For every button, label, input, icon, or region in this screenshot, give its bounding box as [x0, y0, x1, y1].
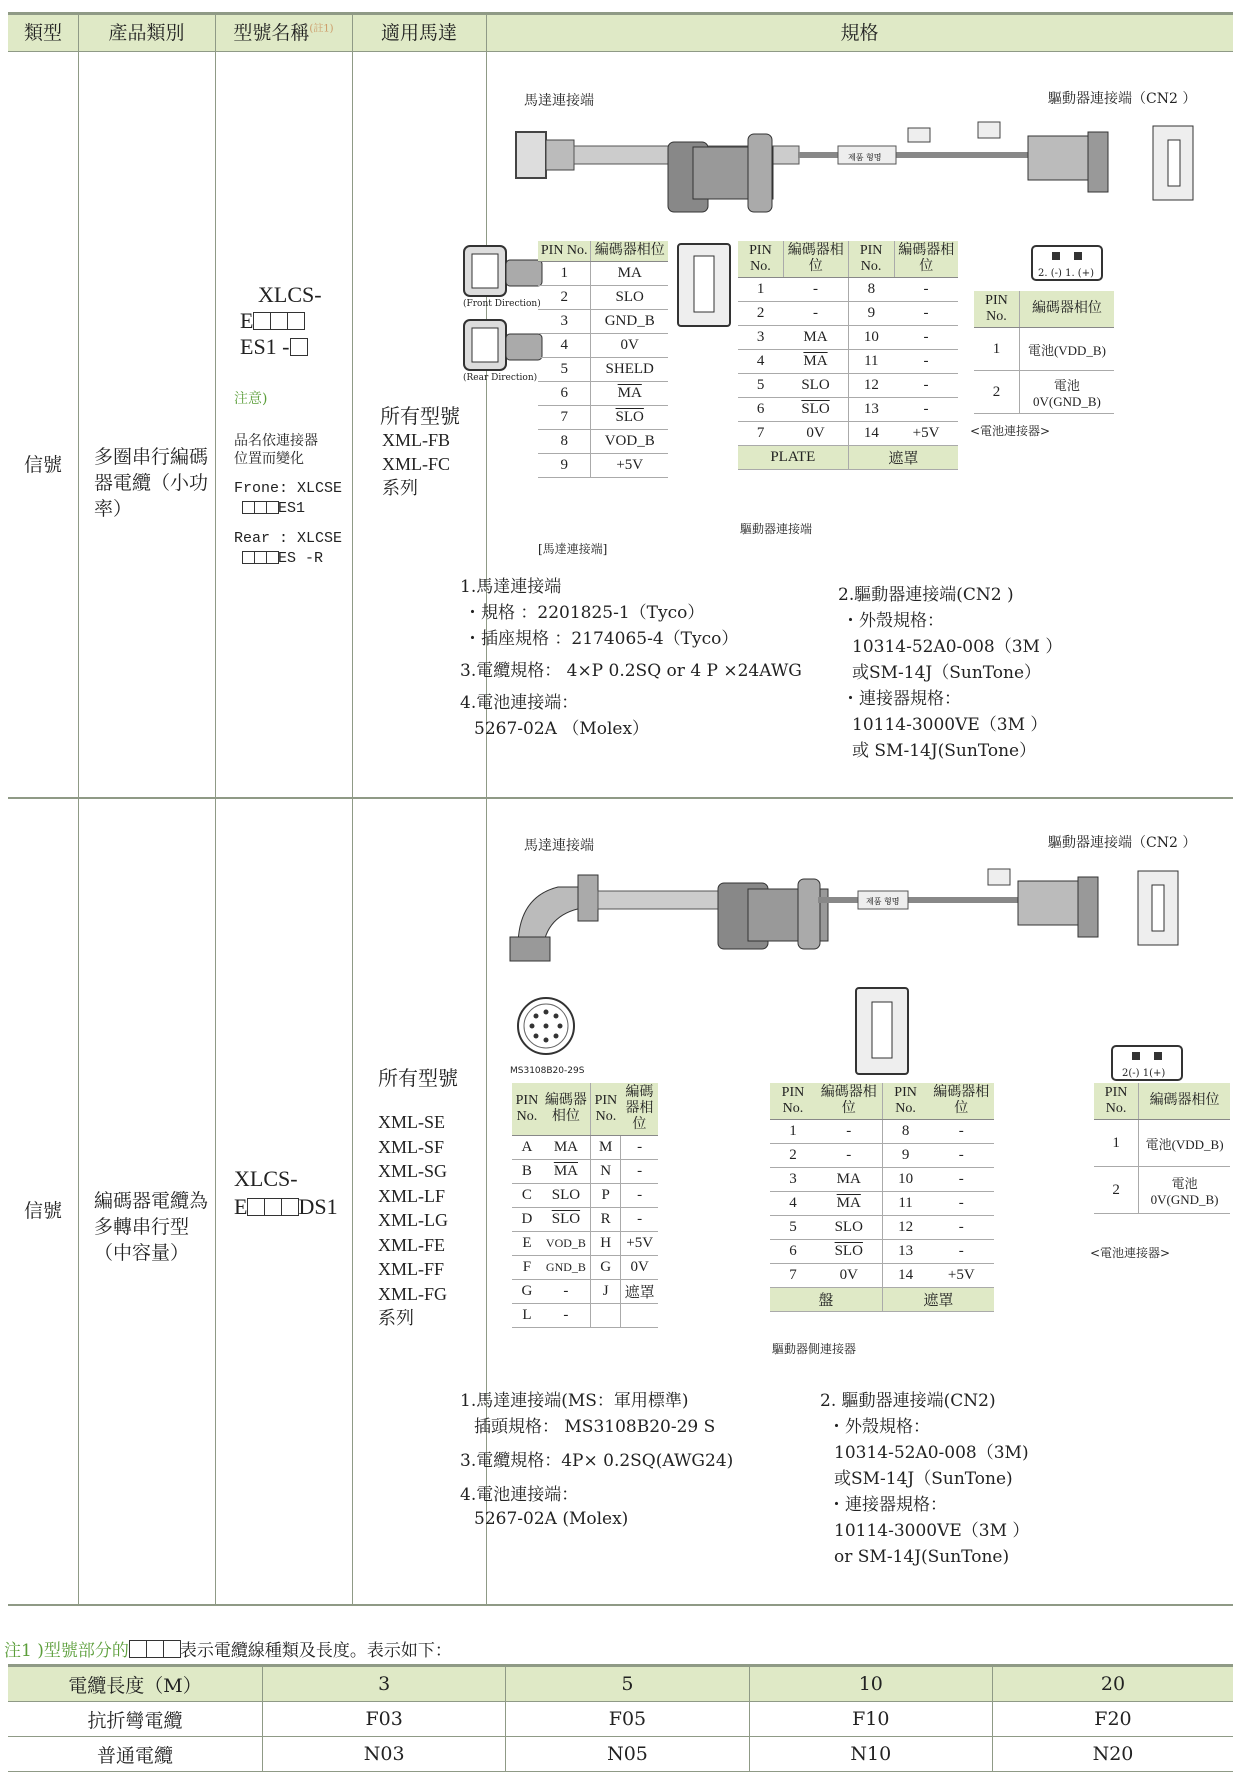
- table-row: A MA M -: [512, 1136, 658, 1160]
- table-row: 2 SLO: [538, 286, 668, 310]
- row1-motor-pin-table: PIN No. 編碼器相位 1 MA 2 SLO 3 GND_B 4 0V 5 SHELD 6 $\overline{MA}$ 7 $\overline{SLO}$ 8 VOD_B 9 +5V: [538, 241, 668, 478]
- footnote: 注1 )型號部分的 表示電纜線種類及長度。表示如下：: [4, 1641, 452, 1661]
- table-row: 7 0V 14 +5V: [738, 422, 958, 446]
- row1-battery-caption: <電池連接器>: [970, 424, 1051, 438]
- table-row: 盤 遮罩: [770, 1288, 994, 1312]
- row1-motor-end-label: 馬達連接端: [524, 93, 594, 109]
- row1-rear-dir: (Rear Direction): [463, 373, 538, 383]
- row2-driver-pin-table: PIN No. 編碼器相位 PIN No. 編碼器相位 1 - 8 - 2 - 9 - 3 MA 10 - 4 $\overline{MA}$ 11 - 5 SLO 12 - 6 $\overline{SLO}$ 13 - 7 0V 14 +5V 盤 遮罩: [770, 1083, 994, 1312]
- row1-battery-pin-table: PIN No. 編碼器相位 1 電池(VDD_B) 2 電池 0V(GND_B): [974, 291, 1114, 414]
- row-divider: [8, 797, 1233, 799]
- row2-motor-end-label: 馬達連接端: [524, 838, 594, 854]
- row2-model-line2: E DS1: [234, 1194, 338, 1219]
- table-row: 抗折彎電纜 F03 F05 F10 F20: [8, 1702, 1233, 1737]
- row2-battery-pins: 2(-) 1(+): [1122, 1068, 1166, 1079]
- table-row: 3 MA 10 -: [738, 326, 958, 350]
- row1-front-label: Frone: XLCSE: [234, 480, 343, 497]
- row2-category: 編碼器電纜為多轉串行型（中容量）: [94, 1190, 209, 1264]
- table-row: 5 SLO 12 -: [738, 374, 958, 398]
- table-row: 6 $\overline{MA}$: [538, 382, 668, 406]
- header-model: 型號名稱$^{(註1)}$: [233, 22, 334, 44]
- table-row: 2 電池 0V(GND_B): [974, 371, 1114, 414]
- row2-type: 信號: [23, 1200, 62, 1222]
- row1-motor-title: 所有型號: [380, 404, 460, 428]
- table-row: E VOD_B H +5V: [512, 1232, 658, 1256]
- row1-motor-models: XML-FB XML-FC 系列: [382, 430, 451, 498]
- cable-length-table: [8, 1664, 1233, 1772]
- table-row: C SLO P -: [512, 1184, 658, 1208]
- table-row: 1 電池(VDD_B): [1094, 1120, 1230, 1167]
- table-row: 5 SHELD: [538, 358, 668, 382]
- row2-motor-pin-table: PIN No. 編碼器相位 PIN No. 編碼器相位 A MA M - B $\overline{MA}$ N - C SLO P - D $\overline{SLO}$ R - E VOD_B H +5V F GND_B G 0V G - J 遮罩 L -: [512, 1083, 658, 1328]
- table-row: 1 MA: [538, 262, 668, 286]
- row1-rear-connector-icon: [458, 316, 548, 376]
- row1-motor-table-caption: [馬達連接端]: [538, 542, 608, 556]
- row1-category: 多圈串行編碼器電纜（小功率）: [94, 446, 209, 520]
- row1-battery-pins: 2. (-) 1. (+): [1038, 268, 1094, 279]
- table-row: PLATE 遮罩: [738, 446, 958, 470]
- header-type: 類型: [23, 22, 62, 44]
- table-row: 4 0V: [538, 334, 668, 358]
- table-row: 6 $\overline{SLO}$ 13 -: [770, 1240, 994, 1264]
- table-row: 4 $\overline{MA}$ 11 -: [770, 1192, 994, 1216]
- row1-model-line3: ES1 -: [240, 334, 307, 360]
- table-row: 普通電纜 N03 N05 N10 N20: [8, 1737, 1233, 1772]
- table-row: 2 - 9 -: [738, 302, 958, 326]
- row1-cn2-connector-icon: [676, 242, 732, 328]
- row2-cn2-connector-icon: [854, 986, 910, 1076]
- row2-motor-title: 所有型號: [378, 1066, 458, 1090]
- row2-ms-connector-icon: [514, 994, 578, 1058]
- header-category: 產品類別: [108, 22, 185, 44]
- row2-motor-models: XML-SE XML-SF XML-SG XML-LF XML-LG XML-FE XML-FF XML-FG 系列: [378, 1112, 448, 1328]
- row2-battery-caption: <電池連接器>: [1090, 1246, 1171, 1260]
- table-row: G - J 遮罩: [512, 1280, 658, 1304]
- row2-cable-drawing: [498, 857, 1218, 967]
- row2-ms-label: MS3108B20-29S: [510, 1066, 585, 1076]
- row2-battery-pin-table: PIN No. 編碼器相位 1 電池(VDD_B) 2 電池0V(GND_B): [1094, 1083, 1230, 1214]
- row1-note-text1: 品名依連接器: [234, 433, 318, 449]
- row1-model-line1: XLCS-: [258, 282, 322, 307]
- svg-text:제품 형명: 제품 형명: [866, 897, 900, 906]
- row1-driver-table-caption: 驅動器連接端: [740, 522, 813, 536]
- table-row: L -: [512, 1304, 658, 1328]
- table-row: 1 電池(VDD_B): [974, 328, 1114, 371]
- table-row: 1 - 8 -: [770, 1120, 994, 1144]
- table-row: 6 $\overline{SLO}$ 13 -: [738, 398, 958, 422]
- row1-rear-code: ES -R: [242, 550, 323, 568]
- table-row: 7 0V 14 +5V: [770, 1264, 994, 1288]
- row1-note-title: 注意): [234, 391, 268, 407]
- row1-front-code: ES1: [242, 500, 305, 518]
- row2-battery-connector-icon: [1108, 1042, 1188, 1086]
- table-row: 8 VOD_B: [538, 430, 668, 454]
- svg-text:제품 형명: 제품 형명: [848, 153, 882, 162]
- row1-battery-connector-icon: [1028, 242, 1108, 286]
- row1-front-dir: (Front Direction): [463, 299, 541, 309]
- table-row: 1 - 8 -: [738, 278, 958, 302]
- table-row: 2 電池0V(GND_B): [1094, 1167, 1230, 1214]
- row1-note-text2: 位置而變化: [234, 451, 304, 467]
- table-row: 9 +5V: [538, 454, 668, 478]
- row1-cable-drawing: [508, 112, 1228, 222]
- table-row: D $\overline{SLO}$ R -: [512, 1208, 658, 1232]
- row1-driver-pin-table: PIN No. 編碼器相位 PIN No. 編碼器相位 1 - 8 - 2 - 9 - 3 MA 10 - 4 $\overline{MA}$ 11 - 5 SLO 12 - 6 $\overline{SLO}$ 13 - 7 0V 14 +5V PLATE 遮罩: [738, 241, 958, 470]
- table-row: F GND_B G 0V: [512, 1256, 658, 1280]
- header-motor: 適用馬達: [380, 22, 457, 44]
- row2-driver-end-label: 驅動器連接端（CN2 ）: [1048, 835, 1197, 851]
- table-row: 3 GND_B: [538, 310, 668, 334]
- table-row: 2 - 9 -: [770, 1144, 994, 1168]
- table-row: 電纜長度（M） 3 5 10 20: [8, 1666, 1233, 1702]
- row1-driver-end-label: 驅動器連接端（CN2 ）: [1048, 91, 1197, 107]
- row1-rear-label: Rear : XLCSE: [234, 530, 343, 547]
- row2-model-line1: XLCS-: [234, 1166, 298, 1191]
- row1-front-connector-icon: [458, 242, 548, 302]
- header-spec: 規格: [840, 22, 879, 44]
- table-row: 3 MA 10 -: [770, 1168, 994, 1192]
- table-row: B $\overline{MA}$ N -: [512, 1160, 658, 1184]
- table-row: 4 $\overline{MA}$ 11 -: [738, 350, 958, 374]
- row1-type: 信號: [23, 454, 62, 476]
- row1-model-line2: E: [240, 308, 304, 334]
- row2-driver-table-caption: 驅動器側連接器: [772, 1342, 857, 1356]
- table-bottom-rule: [8, 1604, 1233, 1606]
- table-row: 5 SLO 12 -: [770, 1216, 994, 1240]
- spec-table: 類型 產品類別 型號名稱$^{(註1)}$ 適用馬達 規格 信號 多圈串行編碼器電纜（小功率） XLCS- E ES1 - 注意) 品名依連接器 位置而變化 Frone: XLCSE ES1 Rear : XLCSE ES -R 所有型號 XML-FB XML-FC 系列 馬達連接端 驅動器連接端（CN2 ） 제품 형명 (Front Direction) (Rear Direction) PIN No. 編碼器相位 1 MA 2 SLO 3 GND_B 4 0V 5 SHELD 6 $\overline{MA}$ 7 $\overline{SLO}$ 8 VOD_B 9 +5V [馬達連接端] PIN No. 編碼器相位 PIN No. 編碼器相位 1 - 8 - 2 - 9 - 3 MA 10 - 4 $\overline{MA}$ 11 - 5 SLO 12 - 6 $\overline{SLO}$ 13 - 7 0V 14 +5V PLATE 遮罩 驅動器連接端 2. (-) 1. (+) PIN No. 編碼器相位 1 電池(VDD_B) 2 電池 0V(GND_B) <電池連接器> 1.馬達連接端 ・規格 ：2201825-1（Tyco） ・插座規格 ：2174065-4（Tyco） 3.電纜規格： 4×P 0.2SQ or 4 P ×24AWG 4.電池連接端： 5267-02A （Molex） 2.驅動器連接端(CN2 ) ・外殼規格： 10314-52A0-008（3M ） 或SM-14J（SunTone） ・連接器規格： 10114-3000VE（3M ） 或 SM-14J(SunTone） 信號 編碼器電纜為多轉串行型（中容量） XLCS- E DS1 所有型號 XML-SE XML-SF XML-SG XML-LF XML-LG XML-FE XML-FF XML-FG 系列 馬達連接端 驅動器連接端（CN2 ） 제품 형명 MS3108B20-29S PIN No. 編碼器相位 PIN No. 編碼器相位 A MA M - B $\overline{MA}$ N - C SLO P - D $\overline{SLO}$ R - E VOD_B H +5V F GND_B G 0V G - J 遮罩 L - PIN No. 編碼器相位 PIN No. 編碼器相位 1 - 8 - 2 - 9 - 3 MA 10 - 4 $\overline{MA}$ 11 - 5 SLO 12 - 6 $\overline{SLO}$ 13 - 7 0V 14 +5V 盤 遮罩 驅動器側連接器 2(-) 1(+) PIN No. 編碼器相位 1 電池(VDD_B) 2 電池0V(GND_B) <電池連接器> 1.馬達連接端(MS：軍用標準) 插頭規格： MS3108B20-29 S 3.電纜規格：4P× 0.2SQ(AWG24) 4.電池連接端： 5267-02A (Molex) 2. 驅動器連接端(CN2) ・外殼規格： 10314-52A0-008（3M) 或SM-14J（SunTone) ・連接器規格： 10114-3000VE（3M ） or SM-14J(SunTone): [8, 12, 1233, 1606]
- table-row: 7 $\overline{SLO}$: [538, 406, 668, 430]
